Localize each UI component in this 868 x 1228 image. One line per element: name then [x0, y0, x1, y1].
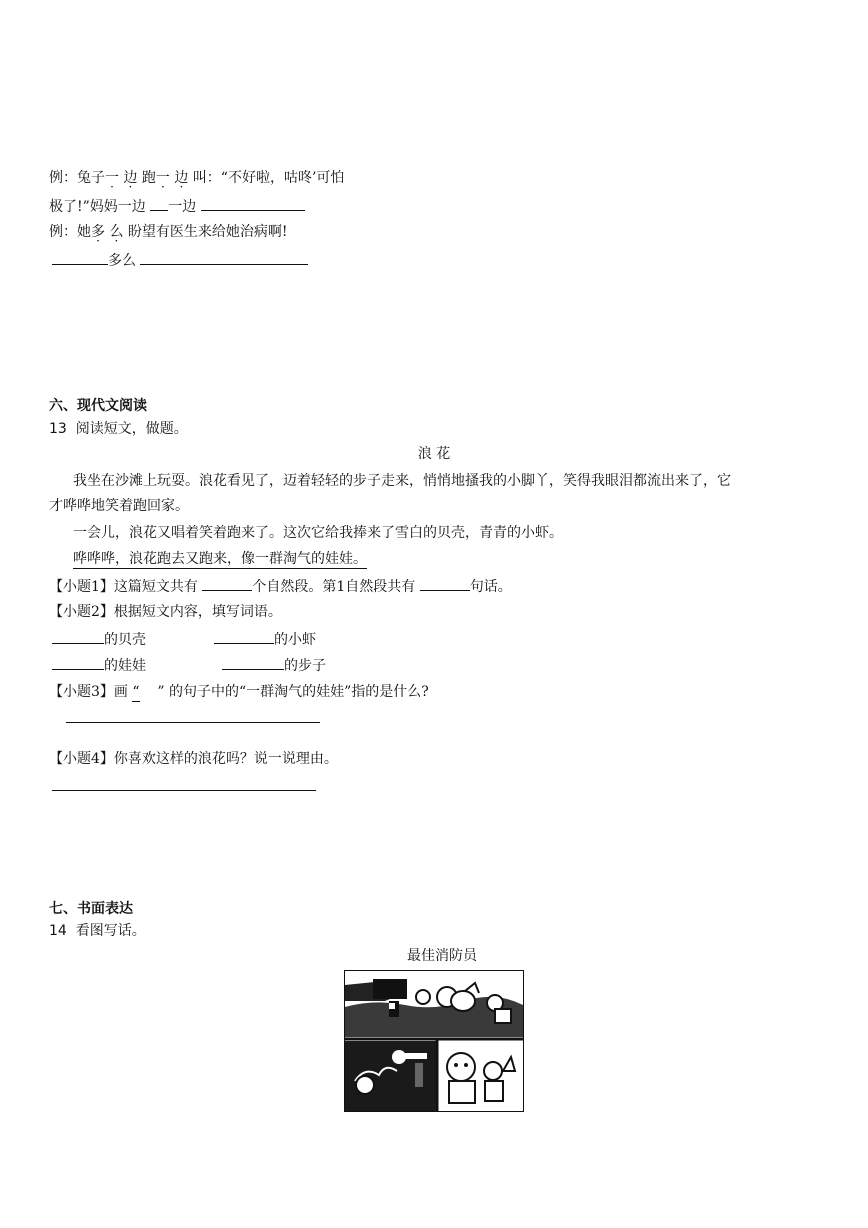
answer-blank[interactable] [52, 250, 108, 265]
example1-prefix: 例：兔子 [49, 170, 105, 186]
subquestion-4: 【小题4】你喜欢这样的浪花吗？说一说理由。 [49, 751, 338, 767]
answer-blank[interactable] [202, 576, 252, 591]
subquestion-text: 的句子中的“一群淘气的娃娃”指的是什么? [168, 684, 429, 700]
answer-blank[interactable] [66, 708, 320, 723]
firefighter-illustration [344, 970, 524, 1112]
passage-p1-line2: 才哗哗地笑着跑回家。 [49, 498, 189, 514]
answer-blank[interactable] [140, 250, 308, 265]
passage-title: 浪 花 [417, 446, 451, 462]
example1-text: 叫：“不好啦，咕咚’可怕 [192, 170, 345, 186]
fill-row-2b [222, 655, 326, 676]
subquestion-2: 【小题2】根据短文内容，填写词语。 [49, 604, 282, 620]
passage-p1-line1: 我坐在沙滩上玩耍。浪花看见了，迈着轻轻的步子走来，悄悄地搔我的小脚丫，笑得我眼泪都流出来了，它 [73, 473, 731, 489]
example2-line1 [49, 222, 288, 242]
subquestion-text: 【小题3】画 [49, 684, 128, 700]
example2-text: 多么 [108, 253, 136, 269]
section7-title: 七、书面表达 [49, 901, 133, 917]
fill-row-2 [52, 655, 146, 676]
passage-p2: 一会儿，浪花又唱着笑着跑来了。这次它给我捧来了雪白的贝壳，青青的小虾。 [73, 525, 563, 541]
example1-line1 [49, 168, 344, 188]
example2-line2 [52, 250, 308, 271]
answer-blank[interactable] [222, 655, 284, 670]
subquestion-3 [49, 682, 429, 702]
quote-mark: “ [132, 684, 140, 700]
fill-row-1 [52, 629, 146, 650]
cartoon-panels [345, 971, 523, 1111]
question-text: 阅读短文，做题。 [75, 421, 188, 437]
answer-blank[interactable] [420, 576, 470, 591]
example1-text: 一边 [168, 199, 197, 215]
example2-text: 盼望有医生来给她治病啊! [127, 224, 288, 240]
emphasis-char: 一 [155, 170, 170, 186]
fill-label: 的小虾 [274, 632, 316, 648]
answer-line-3 [66, 708, 320, 729]
subquestion-text: 【小题1】这篇短文共有 [49, 579, 198, 595]
answer-blank[interactable] [150, 196, 168, 211]
emphasis-char: 一 [105, 170, 119, 186]
question-text: 看图写话。 [75, 923, 146, 939]
answer-blank[interactable] [52, 655, 104, 670]
question-14 [49, 921, 146, 941]
emphasis-char: 边 [123, 170, 138, 186]
answer-blank[interactable] [201, 196, 305, 211]
example1-line2 [49, 196, 305, 217]
emphasis-char: 边 [174, 170, 189, 186]
question-13 [49, 419, 188, 439]
fill-label: 的步子 [284, 658, 326, 674]
subquestion-text: 句话。 [469, 579, 512, 595]
example2-prefix: 例：她 [49, 224, 91, 240]
picture-title: 最佳消防员 [407, 948, 477, 964]
answer-line-4 [52, 776, 316, 797]
fill-label: 的娃娃 [104, 658, 146, 674]
question-number: 13 [49, 421, 67, 437]
section6-title: 六、现代文阅读 [49, 398, 147, 414]
emphasis-char: 么 [109, 224, 124, 240]
passage-p3 [73, 549, 367, 569]
quote-mark: ” [157, 684, 165, 700]
question-number: 14 [49, 923, 67, 939]
subquestion-1 [49, 576, 512, 597]
emphasis-char: 多 [91, 224, 105, 240]
example1-text: 跑 [141, 170, 156, 186]
answer-blank[interactable] [52, 629, 104, 644]
example1-text: 极了!”妈妈一边 [49, 199, 146, 215]
answer-blank[interactable] [214, 629, 274, 644]
fill-row-1b [214, 629, 316, 650]
answer-blank[interactable] [52, 776, 316, 791]
underlined-sentence: 哗哗哗，浪花跑去又跑来，像一群淘气的娃娃。 [73, 551, 367, 567]
fill-label: 的贝壳 [104, 632, 146, 648]
subquestion-text: 个自然段。第1自然段共有 [252, 579, 416, 595]
